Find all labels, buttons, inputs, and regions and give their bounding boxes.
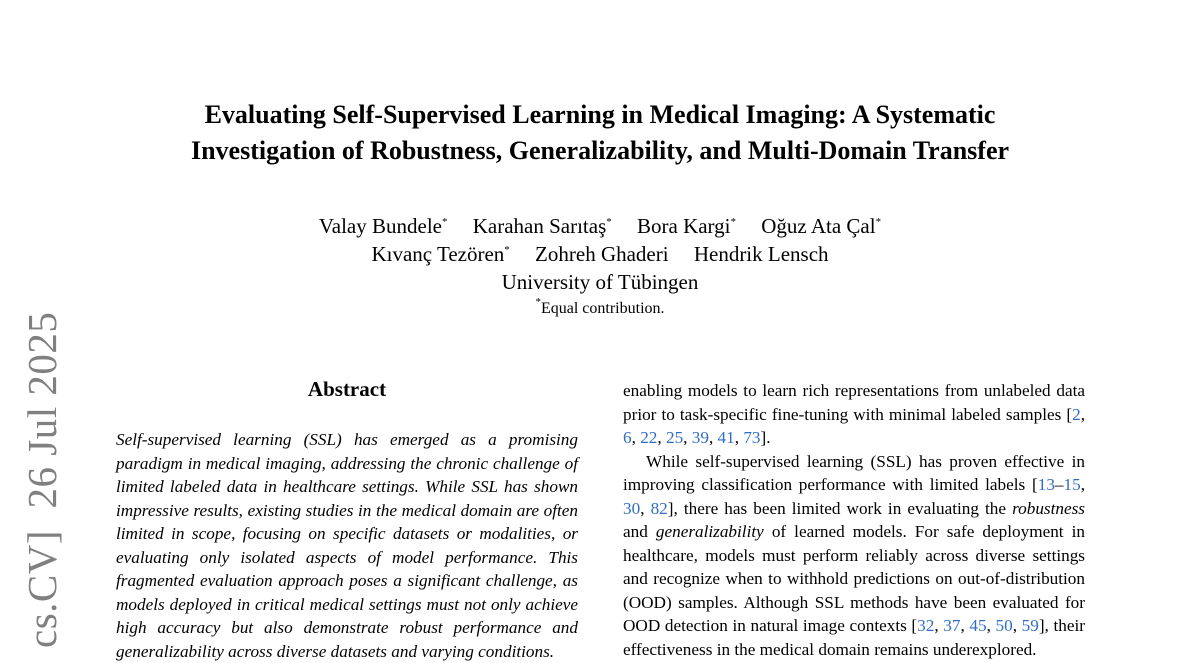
- author-karahan-saritas: Karahan Sarıtaş*: [472, 214, 612, 238]
- author-kivanc-tezoren: Kıvanç Tezören*: [371, 242, 510, 266]
- citation-link[interactable]: 25: [665, 428, 684, 447]
- citation-link[interactable]: 22: [640, 428, 658, 447]
- citation-link[interactable]: 30: [623, 498, 641, 518]
- emphasis-generalizability: generalizability: [655, 522, 764, 541]
- citation-link[interactable]: 50: [995, 616, 1013, 635]
- citation-link[interactable]: 39: [691, 428, 709, 447]
- citation-link[interactable]: 37: [943, 616, 961, 635]
- author-valay-bundele: Valay Bundele*: [318, 214, 448, 238]
- author-hendrik-lensch: Hendrik Lensch: [693, 242, 829, 266]
- author-oguz-ata-cal: Oğuz Ata Çal*: [761, 214, 882, 238]
- citation-link[interactable]: 41: [717, 428, 735, 447]
- abstract-heading: Abstract: [307, 377, 387, 401]
- emphasis-robustness: robustness: [1012, 498, 1085, 518]
- citation-link[interactable]: 45: [969, 616, 987, 635]
- citation-link[interactable]: 6: [623, 428, 632, 447]
- title-line-1: Evaluating Self-Supervised Learning in Medical Imaging: A Systematic: [204, 100, 996, 129]
- title-line-2: Investigation of Robustness, Generalizability, and Multi-Domain Transfer: [190, 136, 1010, 165]
- arxiv-identifier-stamp: cs.CV] 26 Jul 2025: [19, 311, 65, 648]
- intro-paragraph-2: While self-supervised learning (SSL) has proven effective in improving classification performance with limited labels [13–15, 30, 82], there has been limited work in evaluating the robustness and generalizability of learned models. For safe deployment in healthcare, models must perform reliably across diverse settings and recognize when to withhold predictions on out-of-distribution (OOD) samples. Although SSL methods have been evaluated for OOD detection in natural image contexts [32, 37, 45, 50, 59], their effectiveness in the medical domain remains underexplored.: [623, 451, 1085, 659]
- citation-link[interactable]: 32: [917, 616, 935, 635]
- equal-contribution-note: *Equal contribution.: [535, 296, 665, 317]
- paper-title: [100, 97, 1100, 169]
- citation-link[interactable]: 82: [650, 498, 668, 518]
- affiliation: University of Tübingen: [501, 270, 699, 294]
- introduction-column: [623, 379, 1085, 661]
- abstract-text: Self-supervised learning (SSL) has emerged as a promising paradigm in medical imaging, addressing the chronic challenge of limited labeled data in healthcare settings. While SSL has shown impressive results, existing studies in the medical domain are often limited in scope, focusing on specific datasets or modalities, or evaluating only isolated aspects of model performance. This fragmented evaluation approach poses a significant challenge, as models deployed in critical medical settings must not only achieve high accuracy but also demonstrate robust performance and generalizability across diverse datasets and varying conditions.: [116, 430, 578, 661]
- citation-link[interactable]: 2: [1072, 404, 1081, 424]
- citation-link[interactable]: 13: [1037, 475, 1055, 494]
- author-zohreh-ghaderi: Zohreh Ghaderi: [535, 242, 669, 266]
- author-block: [100, 212, 1100, 322]
- author-line-1: [100, 212, 1100, 240]
- citation-link[interactable]: 15: [1063, 475, 1081, 494]
- citation-link[interactable]: 73: [743, 428, 761, 447]
- author-line-2: [100, 240, 1100, 268]
- author-bora-kargi: Bora Kargi*: [637, 214, 737, 238]
- citation-link[interactable]: 59: [1021, 616, 1039, 635]
- intro-paragraph-1: enabling models to learn rich representations from unlabeled data prior to task-specific fine-tuning with minimal labeled samples [2, 6, 22, 25, 39, 41, 73].: [623, 381, 1085, 447]
